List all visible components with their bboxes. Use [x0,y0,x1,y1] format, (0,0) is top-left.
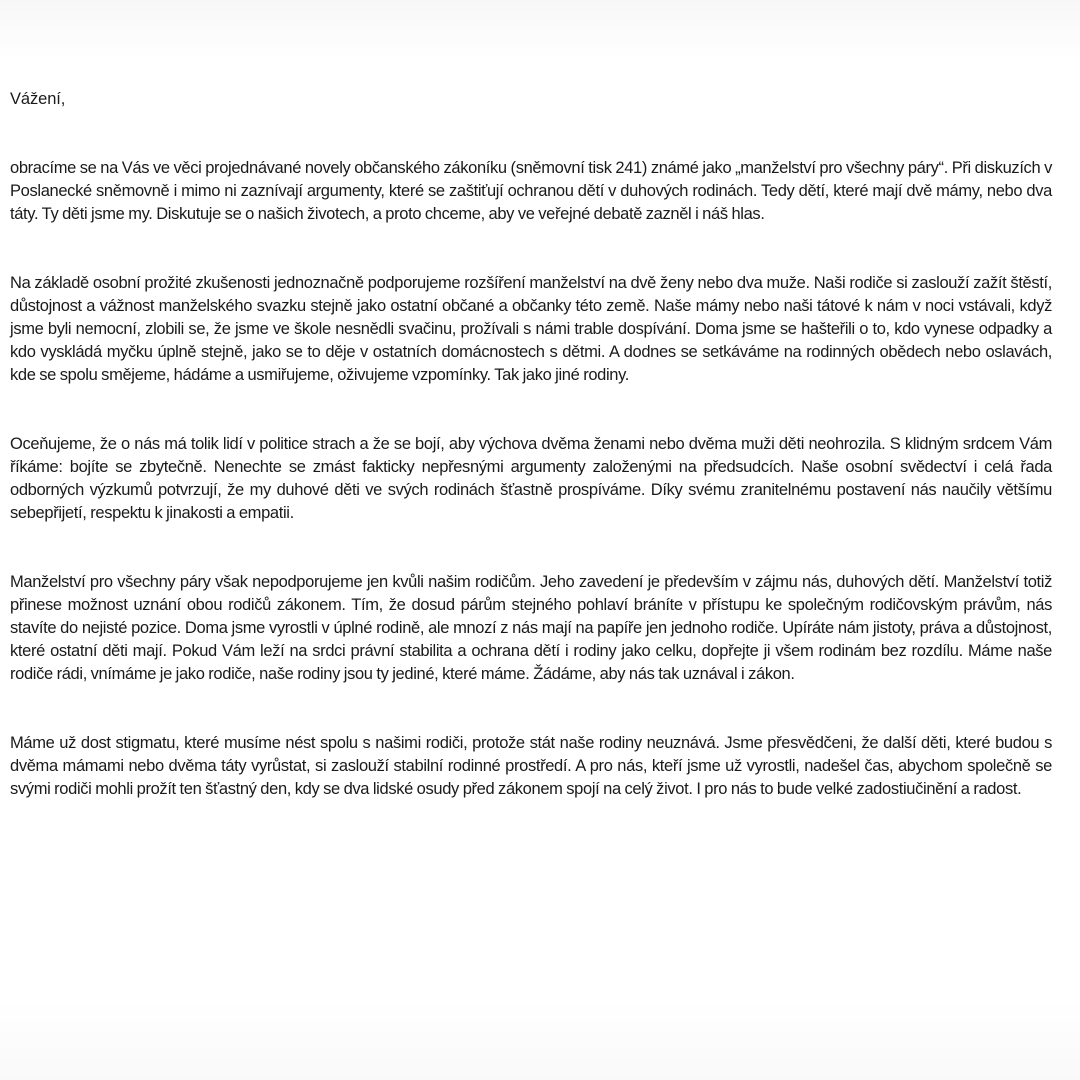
letter-body [10,88,1052,801]
salutation: Vážení, [10,90,66,108]
paragraph-4: Manželství pro všechny páry však nepodporujeme jen kvůli našim rodičům. Jeho zavedení je především v zájmu nás, duhových dětí. Manželství totiž přinese možnost uznání obou rodičů zákonem. Tím, že dosud párům stejného pohlaví bráníte v přístupu ke společným rodičovským právům, nás stavíte do nejisté pozice. Doma jsme vyrostli v úplné rodině, ale mnozí z nás mají na papíře jen jednoho rodiče. Upíráte nám jistoty, práva a důstojnost, které ostatní děti mají. Pokud Vám leží na srdci právní stabilita a ochrana dětí i rodiny jako celku, dopřejte ji všem rodinám bez rozdílu. Máme naše rodiče rádi, vnímáme je jako rodiče, naše rodiny jsou ty jediné, které máme. Žádáme, aby nás tak uznával i zákon. [10,573,1052,683]
paragraph-3: Oceňujeme, že o nás má tolik lidí v politice strach a že se bojí, aby výchova dvěma ženami nebo dvěma muži děti neohrozila. S klidným srdcem Vám říkáme: bojíte se zbytečně. Nenechte se zmást fakticky nepřesnými argumenty založenými na předsudcích. Naše osobní svědectví i celá řada odborných výzkumů potvrzují, že my duhové děti ve svých rodinách šťastně prospíváme. Díky svému zranitelnému postavení nás naučily většímu sebepřijetí, respektu k jinakosti a empatii. [10,435,1052,522]
paragraph-5: Máme už dost stigmatu, které musíme nést spolu s našimi rodiči, protože stát naše rodiny neuznává. Jsme přesvědčeni, že další děti, které budou s dvěma mámami nebo dvěma táty vyrůstat, si zaslouží stabilní rodinné prostředí. A pro nás, kteří jsme už vyrostli, nadešel čas, abychom společně se svými rodiči mohli prožít ten šťastný den, kdy se dva lidské osudy před zákonem spojí na celý život. I pro nás to bude velké zadostiučinění a radost. [10,734,1052,798]
paragraph-1: obracíme se na Vás ve věci projednávané novely občanského zákoníku (sněmovní tisk 241) známé jako „manželství pro všechny páry“. Při diskuzích v Poslanecké sněmovně i mimo ni zaznívají argumenty, které se zaštiťují ochranou dětí v duhových rodinách. Tedy dětí, které mají dvě mámy, nebo dva táty. Ty děti jsme my. Diskutuje se o našich životech, a proto chceme, aby ve veřejné debatě zazněl i náš hlas. [10,159,1052,223]
paragraph-2: Na základě osobní prožité zkušenosti jednoznačně podporujeme rozšíření manželství na dvě ženy nebo dva muže. Naši rodiče si zaslouží zažít štěstí, důstojnost a vážnost manželského svazku stejně jako ostatní občané a občanky této země. Naše mámy nebo naši tátové k nám v noci vstávali, když jsme byli nemocní, zlobili se, že jsme ve škole nesnědli svačinu, prožívali s námi trable dospívání. Doma jsme se hašteřili o to, kdo vynese odpadky a kdo vyskládá myčku úplně stejně, jako se to děje v ostatních domácnostech s dětmi. A dodnes se setkáváme na rodinných obědech nebo oslavách, kde se spolu smějeme, hádáme a usmiřujeme, oživujeme vzpomínky. Tak jako jiné rodiny. [10,274,1052,384]
